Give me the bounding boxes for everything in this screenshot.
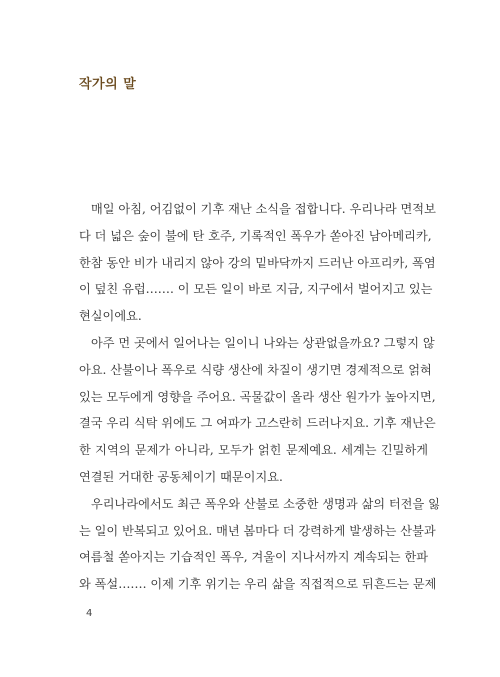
text-line: 결국 우리 식탁 위에도 그 여파가 고스란히 드러나지요. 기후 재난은 xyxy=(79,416,436,431)
text-line: 우리나라에서도 최근 폭우와 산불로 소중한 생명과 삶의 터전을 잃 xyxy=(91,496,440,511)
paragraph-3 xyxy=(79,491,440,598)
text-line: 여름철 쏟아지는 기습적인 폭우, 겨울이 지나서까지 계속되는 한파 xyxy=(79,550,428,565)
text-line: 아요. 산불이나 폭우로 식량 생산에 차질이 생기면 경제적으로 얽혀 xyxy=(79,362,432,377)
text-line: 와 폭설……. 이제 기후 위기는 우리 삶을 직접적으로 뒤흔드는 문제 xyxy=(79,577,437,592)
text-line: 있는 모두에게 영향을 주어요. 곡물값이 올라 생산 원가가 높아지면, xyxy=(79,389,436,404)
text-line: 이 덮친 유럽……. 이 모든 일이 바로 지금, 지구에서 벌어지고 있는 xyxy=(79,282,433,297)
text-line: 한참 동안 비가 내리지 않아 강의 밑바닥까지 드러난 아프리카, 폭염 xyxy=(79,255,436,270)
text-line: 아주 먼 곳에서 일어나는 일이니 나와는 상관없을까요? 그렇지 않 xyxy=(91,335,435,350)
paragraph-1 xyxy=(79,196,436,330)
text-line: 연결된 거대한 공동체이기 때문이지요. xyxy=(79,469,283,484)
body-text xyxy=(79,196,440,598)
text-line: 는 일이 반복되고 있어요. 매년 봄마다 더 강력하게 발생하는 산불과 xyxy=(79,523,436,538)
page-number: 4 xyxy=(86,608,93,619)
paragraph-2 xyxy=(79,330,436,491)
text-line: 다 더 넓은 숲이 불에 탄 호주, 기록적인 폭우가 쏟아진 남아메리카, xyxy=(79,228,432,243)
text-line: 현실이에요. xyxy=(79,309,142,324)
text-line: 매일 아침, 어김없이 기후 재난 소식을 접합니다. 우리나라 면적보 xyxy=(91,202,436,216)
chapter-title: 작가의 말 xyxy=(79,77,137,92)
text-line: 한 지역의 문제가 아니라, 모두가 얽힌 문제예요. 세계는 긴밀하게 xyxy=(79,443,428,458)
